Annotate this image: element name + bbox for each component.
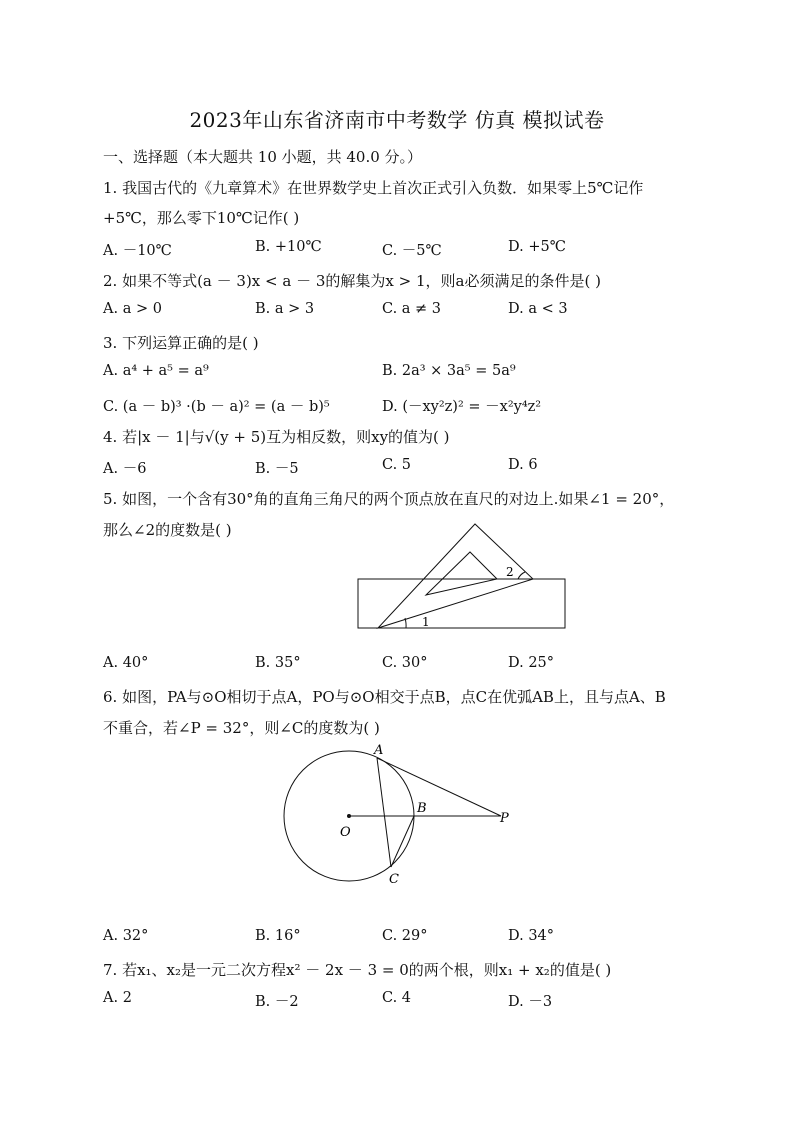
q2-option-a[interactable]: A. a > 0 (103, 301, 162, 317)
question-6-line-1: 6. 如图，PA与⊙O相切于点A，PO与⊙O相交于点B，点C在优弧AB上，且与点A、B (103, 688, 666, 706)
question-1-line-1: 1. 我国古代的《九章算术》在世界数学史上首次正式引入负数．如果零上5℃记作 (103, 179, 644, 197)
point-o-label: O (340, 825, 351, 840)
section-heading: 一、选择题（本大题共 10 小题，共 40.0 分。） (103, 148, 423, 166)
q4-option-a[interactable]: A. －6 (103, 461, 147, 477)
q1-option-d[interactable]: D. +5℃ (508, 239, 566, 255)
question-4: 4. 若|x － 1|与√(y + 5)互为相反数，则xy的值为( ) (103, 428, 450, 446)
q6-option-d[interactable]: D. 34° (508, 928, 555, 944)
q5-option-d[interactable]: D. 25° (508, 655, 555, 671)
chord-ac (377, 758, 391, 867)
q6-option-a[interactable]: A. 32° (103, 928, 149, 944)
q3-option-a[interactable]: A. a⁴ + a⁵ = a⁹ (103, 363, 209, 379)
q7-option-a[interactable]: A. 2 (103, 990, 132, 1006)
q3-option-d[interactable]: D. (－xy²z)² = －x²y⁴z² (382, 399, 542, 415)
q1-option-a[interactable]: A. －10℃ (103, 243, 172, 259)
set-square-inner (426, 552, 497, 595)
q1-option-b[interactable]: B. +10℃ (255, 239, 322, 255)
angle-2-label: 2 (506, 565, 514, 579)
q2-option-c[interactable]: C. a ≠ 3 (382, 301, 442, 317)
ruler (358, 579, 565, 628)
question-5-line-1: 5. 如图，一个含有30°角的直角三角尺的两个顶点放在直尺的对边上.如果∠1 = 20°， (103, 490, 675, 508)
q6-option-b[interactable]: B. 16° (255, 928, 301, 944)
circle-tangent-figure (280, 738, 520, 898)
angle-1-label: 1 (422, 615, 430, 629)
question-5-line-2: 那么∠2的度数是( ) (103, 521, 232, 539)
question-6-line-2: 不重合，若∠P = 32°，则∠C的度数为( ) (103, 719, 380, 737)
q3-option-b[interactable]: B. 2a³ × 3a⁵ = 5a⁹ (382, 363, 516, 379)
q5-option-b[interactable]: B. 35° (255, 655, 301, 671)
point-p-label: P (500, 811, 509, 826)
q2-option-d[interactable]: D. a < 3 (508, 301, 568, 317)
question-1-line-2: +5℃，那么零下10℃记作( ) (103, 209, 300, 227)
q7-option-c[interactable]: C. 4 (382, 990, 412, 1006)
q6-option-c[interactable]: C. 29° (382, 928, 428, 944)
point-b-label: B (417, 801, 427, 816)
q3-option-c[interactable]: C. (a － b)³ ·(b － a)² = (a － b)⁵ (103, 399, 330, 415)
q1-option-c[interactable]: C. －5℃ (382, 243, 442, 259)
q4-option-c[interactable]: C. 5 (382, 457, 412, 473)
question-7: 7. 若x₁、x₂是一元二次方程x² － 2x － 3 = 0的两个根，则x₁ + x₂的值是( ) (103, 961, 612, 979)
q4-option-d[interactable]: D. 6 (508, 457, 538, 473)
question-2: 2. 如果不等式(a － 3)x < a － 3的解集为x > 1，则a必须满足的条件是( ) (103, 272, 601, 290)
point-a-label: A (374, 743, 384, 758)
point-c-label: C (389, 872, 399, 887)
page-title: 2023年山东省济南市中考数学 仿真 模拟试卷 (189, 108, 605, 132)
tangent-pa (377, 758, 501, 816)
chord-bc (391, 816, 414, 867)
q2-option-b[interactable]: B. a > 3 (255, 301, 315, 317)
angle-2-arc (518, 572, 525, 579)
q5-option-c[interactable]: C. 30° (382, 655, 428, 671)
ruler-triangle-figure (340, 520, 580, 640)
q7-option-d[interactable]: D. －3 (508, 994, 553, 1010)
q4-option-b[interactable]: B. －5 (255, 461, 299, 477)
q5-option-a[interactable]: A. 40° (103, 655, 149, 671)
question-3: 3. 下列运算正确的是( ) (103, 334, 259, 352)
q7-option-b[interactable]: B. －2 (255, 994, 299, 1010)
center-dot (347, 814, 351, 818)
